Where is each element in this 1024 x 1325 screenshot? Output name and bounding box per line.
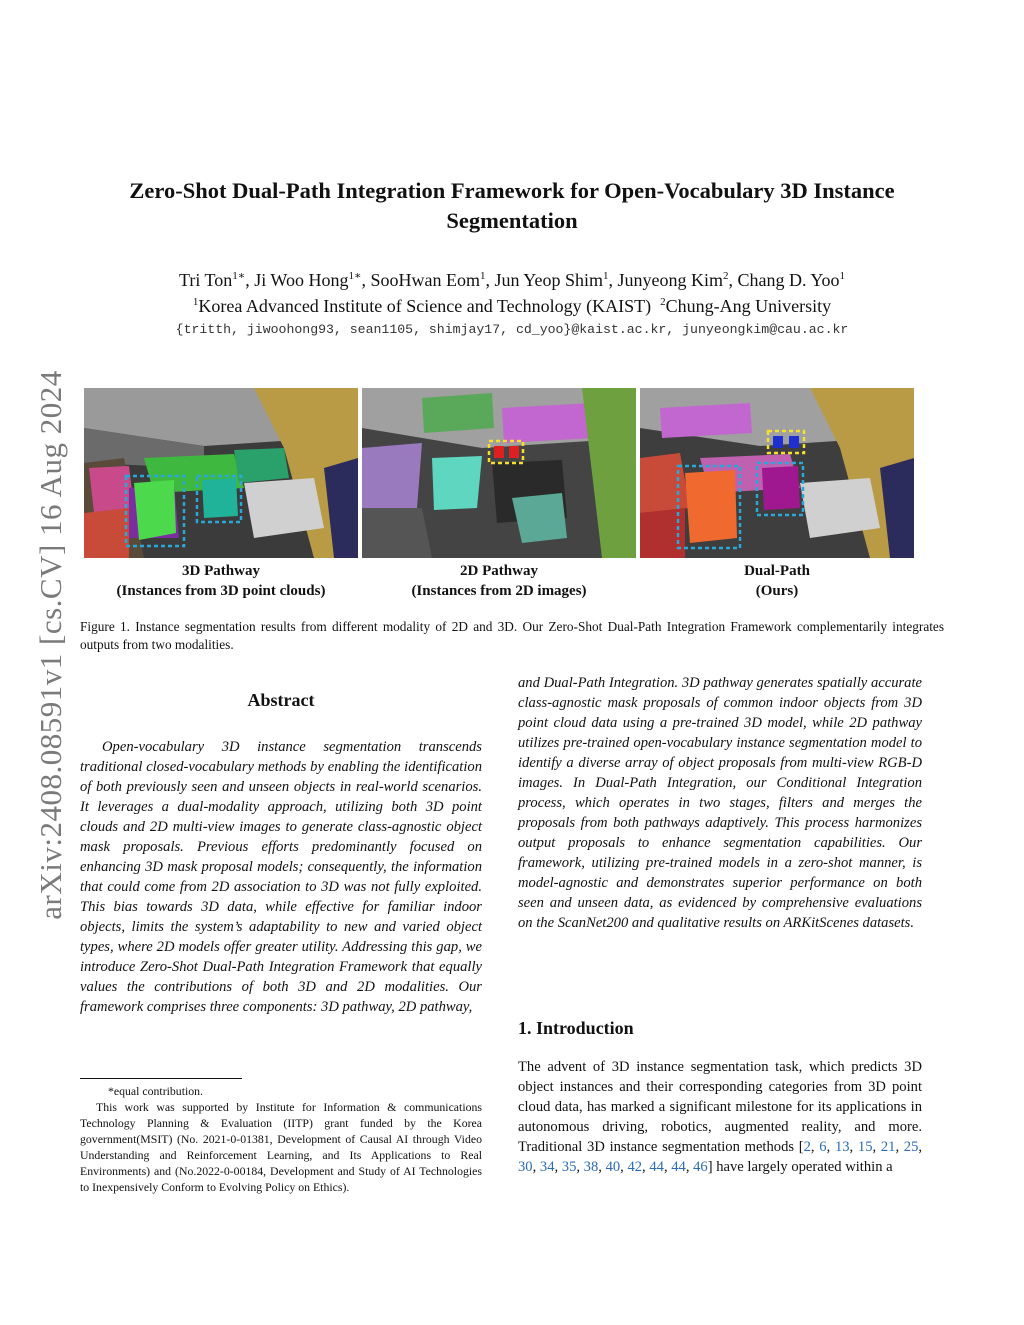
- author-sup: 1: [479, 270, 486, 282]
- panel-sublabel: (Instances from 3D point clouds): [116, 583, 326, 599]
- affiliations: [80, 294, 944, 318]
- citation-link[interactable]: 44: [671, 1159, 686, 1175]
- author-emails: {tritth, jiwoohong93, sean1105, shimjay17, cd_yoo}@kaist.ac.kr, junyeongkim@cau.ac.kr: [175, 322, 849, 337]
- citation-link[interactable]: 6: [819, 1139, 827, 1155]
- intro-text: The advent of 3D instance segmentation task, which predicts 3D object instances and their corresponding categories from 3D point cloud data, has marked a significant milestone for its applications in autonomous driving, robotics, augmented reality, and more. Traditional 3D instance segmentation methods [: [518, 1059, 922, 1155]
- author-sup: 1∗: [232, 270, 246, 282]
- panel-label: Dual-Path: [744, 563, 810, 579]
- citation-link[interactable]: 25: [903, 1139, 919, 1155]
- citation-link[interactable]: 35: [561, 1159, 577, 1175]
- author-name: Ji Woo Hong: [254, 270, 349, 290]
- section-heading-introduction: 1. Introduction: [518, 1018, 634, 1038]
- citation-link[interactable]: 44: [649, 1159, 664, 1175]
- arxiv-id: arXiv:2408.08591v1 [cs.CV] 16 Aug 2024: [33, 370, 68, 920]
- citation-link[interactable]: 34: [539, 1159, 555, 1175]
- abstract-heading: Abstract: [247, 690, 315, 710]
- citation-link[interactable]: 42: [627, 1159, 643, 1175]
- author-sup: 2: [723, 270, 729, 282]
- citation-link[interactable]: 13: [834, 1139, 850, 1155]
- panel-sublabel: (Instances from 2D images): [411, 583, 587, 599]
- arxiv-sidebar: [28, 345, 74, 945]
- author-name: Junyeong Kim: [617, 270, 723, 290]
- title-line-2: Segmentation: [446, 208, 578, 233]
- citation-link[interactable]: 40: [605, 1159, 621, 1175]
- affiliation-cau: Chung-Ang University: [665, 296, 832, 316]
- author-sup: 1∗: [348, 270, 362, 282]
- abstract-text-right: and Dual-Path Integration. 3D pathway generates spatially accurate class-agnostic mask proposals of common indoor objects from 3D point cloud data using a pre-trained 3D model, while 2D pathway utilizes pre-trained open-vocabulary instance segmentation model to identify a diverse array of object proposals from multi-view RGB-D images. In Dual-Path Integration, our Conditional Integration process, which operates in two stages, filters and merges the proposals from both pathways adaptively. This process harmonizes output proposals to enhance segmentation capabilities. Our framework, utilizing pre-trained models in a zero-shot manner, is model-agnostic and demonstrates superior performance on both seen and unseen data, as evidenced by comprehensive evaluations on the ScanNet200 and qualitative results on ARKitScenes datasets.: [518, 675, 922, 931]
- affiliation-sup: 1: [192, 296, 199, 308]
- footnotes: [80, 1083, 482, 1195]
- panel-caption-3d: [84, 561, 358, 601]
- author-name: SooHwan Eom: [370, 270, 480, 290]
- figure-panel-dual: [640, 388, 914, 558]
- author-sup: 1: [839, 270, 846, 282]
- author-name: Jun Yeop Shim: [494, 270, 603, 290]
- figure-panel-2d: [362, 388, 636, 558]
- citation-link[interactable]: 15: [857, 1139, 873, 1155]
- paper-title: [80, 176, 944, 236]
- panel-sublabel: (Ours): [755, 583, 799, 599]
- citation-link[interactable]: 30: [518, 1159, 533, 1175]
- panel-label: 2D Pathway: [460, 563, 538, 579]
- figure-panel-3d: [84, 388, 358, 558]
- panel-caption-dual: [640, 561, 914, 601]
- scene-2d-pathway: [362, 388, 636, 558]
- scene-3d-pathway: [84, 388, 358, 558]
- footnote-rule: [80, 1078, 242, 1079]
- citation-link[interactable]: 46: [693, 1159, 708, 1175]
- intro-text-tail: ] have largely operated within a: [707, 1159, 893, 1175]
- panel-caption-2d: [362, 561, 636, 601]
- citation-link[interactable]: 2: [803, 1139, 811, 1155]
- abstract-text-left: Open-vocabulary 3D instance segmentation transcends traditional closed-vocabulary methods by enabling the identification of both previously seen and unseen objects in real-world scenarios. It leverages a dual-modality approach, utilizing both 3D point clouds and 2D multi-view images to generate class-agnostic object mask proposals. Previous efforts predominantly focused on enhancing 3D mask proposal models; consequently, the information that could come from 2D association to 3D was not fully exploited. This bias towards 3D data, while effective for familiar indoor objects, limits the system’s adaptability to new and varied object types, where 2D models offer greater utility. Addressing this gap, we introduce Zero-Shot Dual-Path Integration Framework that equally values the contributions of both 3D and 2D modalities. Our framework comprises three components: 3D pathway, 2D pathway,: [80, 739, 482, 1015]
- footnote-equal: *equal contribution.: [108, 1084, 204, 1098]
- citation-list: 2, 6, 13, 15, 21, 25, 30, 34, 35, 38, 40, 42, 44, 44, 46: [518, 1139, 923, 1175]
- introduction-paragraph: [518, 1057, 922, 1177]
- author-list: Tri Ton$^{1∗}$, Ji Woo Hong$^{1∗}$, SooHwan Eom$^1$, Jun Yeop Shim$^1$, Junyeong Kim$^2$, Chang D. Yoo$^1$: [178, 270, 846, 290]
- citation-link[interactable]: 21: [880, 1139, 896, 1155]
- title-line-1: Zero-Shot Dual-Path Integration Framework for Open-Vocabulary 3D Instance: [129, 178, 895, 203]
- figure-caption: Figure 1. Instance segmentation results from different modality of 2D and 3D. Our Zero-Shot Dual-Path Integration Framework complementarily integrates outputs from two modalities.: [80, 619, 944, 652]
- footnote-funding: This work was supported by Institute for Information & communications Technology Planning & Evaluation (IITP) grant funded by the Korea government(MSIT) (No. 2021-0-01381, Development of Causal AI through Video Understanding and Reinforcement Learning, and Its Applications to Real Environments) and (No.2022-0-00184, Development and Study of AI Technologies to Inexpensively Conform to Evolving Policy on Ethics).: [80, 1100, 482, 1194]
- author-name: Chang D. Yoo: [737, 270, 840, 290]
- author-sup: 1: [603, 270, 609, 282]
- panel-label: 3D Pathway: [182, 563, 260, 579]
- affiliation-kaist: Korea Advanced Institute of Science and Technology (KAIST): [198, 296, 652, 316]
- affiliation-sup: 2: [660, 296, 666, 308]
- citation-link[interactable]: 38: [583, 1159, 599, 1175]
- scene-dual-path: [640, 388, 914, 558]
- author-name: Tri Ton: [178, 270, 233, 290]
